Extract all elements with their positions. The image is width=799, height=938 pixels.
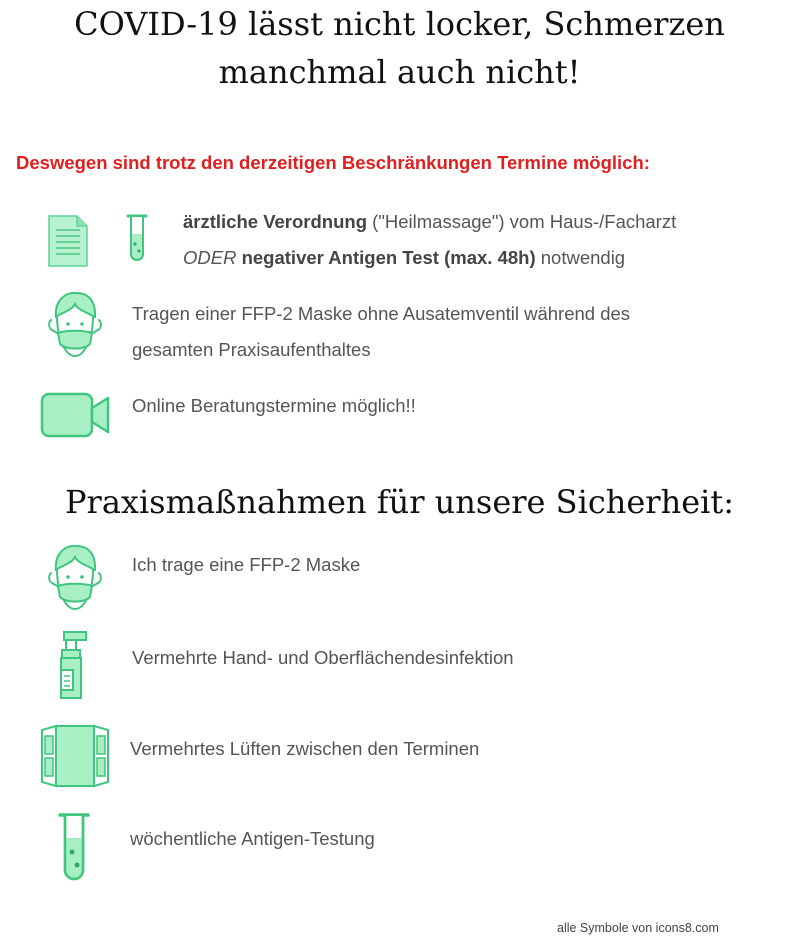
measure-item-disinfection: Vermehrte Hand- und Oberflächendesinfektion [132, 647, 514, 668]
subtitle: Deswegen sind trotz den derzeitigen Beschränkungen Termine möglich: [16, 152, 650, 173]
prescription-requirement [183, 204, 793, 276]
mask-requirement-line-2: gesamten Praxisaufenthaltes [132, 339, 371, 360]
mask-requirement-line-1: Tragen einer FFP-2 Maske ohne Ausatemventil während des [132, 303, 631, 324]
test-tube-icon [56, 812, 92, 886]
icon-credit: alle Symbole von icons8.com [557, 921, 719, 935]
measures-heading: Praxismaßnahmen für unsere Sicherheit: [64, 483, 734, 521]
mask-requirement [132, 296, 792, 368]
page-title [0, 0, 799, 96]
prescription-bold: ärztliche Verordnung [183, 211, 368, 232]
video-camera-icon [40, 392, 112, 438]
document-icon [47, 214, 89, 268]
antigen-test-rest: notwendig [535, 247, 626, 268]
window-icon [40, 722, 110, 790]
measure-item-ventilation: Vermehrtes Lüften zwischen den Terminen [130, 738, 480, 759]
test-tube-icon [124, 214, 150, 264]
spray-bottle-icon [50, 630, 90, 702]
online-consultation: Online Beratungstermine möglich!! [132, 395, 416, 416]
title-line-2: manchmal auch nicht! [218, 53, 581, 91]
antigen-test-bold: negativer Antigen Test (max. 48h) [236, 247, 536, 268]
measure-item-antigen-testing: wöchentliche Antigen-Testung [130, 828, 375, 849]
title-line-1: COVID-19 lässt nicht locker, Schmerzen [74, 5, 725, 43]
face-mask-icon [48, 543, 102, 613]
face-mask-icon [48, 290, 102, 360]
or-label: ODER [183, 247, 237, 268]
prescription-rest: ("Heilmassage") vom Haus-/Facharzt [367, 211, 677, 232]
measure-item-mask: Ich trage eine FFP-2 Maske [132, 554, 361, 575]
